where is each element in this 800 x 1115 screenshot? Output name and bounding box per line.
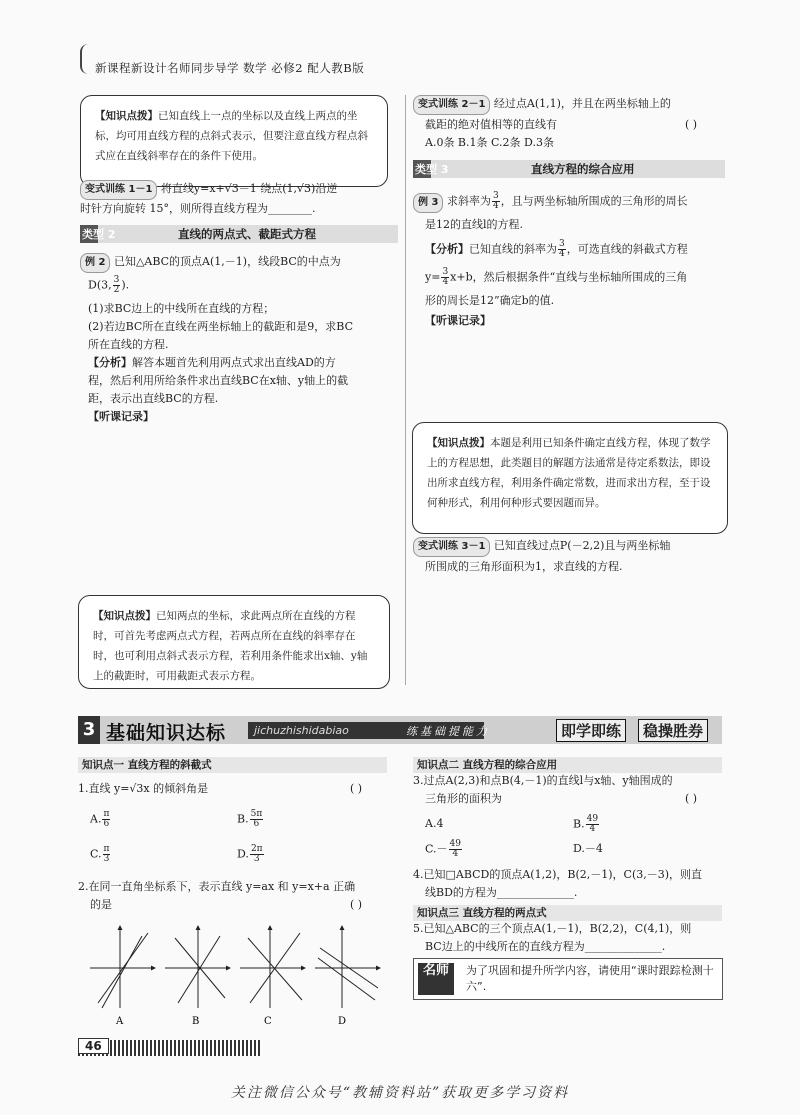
example-2-analysis3: 距，表示出直线BC的方程. [88,392,219,405]
answer-paren: ( ) [685,792,698,805]
exercise-2-1-line2: 截距的绝对值相等的直线有 [425,118,557,131]
fraction: $\frac{3}{2}$ [113,275,120,295]
graph-label-d: D [338,1016,347,1027]
exercise-1-1-line1: 变式训练 1－1 将直线y=x+√3－1 绕点(1,√3)沿逆 [80,180,337,200]
exercise-3-1-tag: 变式训练 3－1 [413,537,490,557]
exercise-3-1-line2: 所围成的三角形面积为1，求直线的方程. [425,560,623,573]
teacher-badge: 名师 [418,963,454,995]
example-3-analysis1: 【分析】已知直线的斜率为 $\frac{3}{4}$ ，可选直线的斜截式方程 [425,239,688,259]
banner-slogan: 练基础提能力 [406,725,490,738]
example-2-q1: (1)求BC边上的中线所在直线的方程； [88,302,275,315]
type-3-bar: 类型 3 直线方程的综合应用 [413,160,725,178]
type-2-title: 直线的两点式、截距式方程 [178,227,316,241]
q3-option-a: A.4 [425,817,444,830]
q3-option-d: D.－4 [573,842,603,855]
example-2-tag: 例 2 [80,253,110,273]
question-2-line2: 的是 [90,898,112,911]
question-5-line2: BC边上的中线所在的直线方程为______________. [425,940,666,953]
teacher-tip-box [413,958,723,1000]
type-3-title: 直线方程的综合应用 [531,162,635,176]
knowledge-point-3: 知识点三 直线方程的两点式 [413,905,722,921]
graph-label-b: B [192,1016,200,1027]
graph-c [240,926,305,1008]
example-3-analysis2: y= $\frac{3}{4}$ x+b，然后根据条件“直线与坐标轴所围成的三角 [425,267,688,287]
q1-option-a: A. $\frac{\pi}{6}$ [90,809,110,829]
example-3-tag: 例 3 [413,193,443,213]
example-2-analysis1: 【分析】解答本题首先利用两点式求出直线AD的方 [88,356,336,369]
exercise-1-1-tag: 变式训练 1－1 [80,180,157,200]
banner-number: 3 [78,716,100,744]
section-banner [78,716,722,744]
question-4-line1: 4.已知□ABCD的顶点A(1,2)，B(2,－1)，C(3,－3)，则直 [413,868,703,881]
page-number: 46 [78,1038,109,1054]
teacher-tip-text: 为了巩固和提升所学内容，请使用“课时跟踪检测十六”. [466,964,714,993]
q2-graphs [80,918,390,1028]
banner-tag-2: 稳操胜券 [638,719,708,742]
example-2-line1: 例 2 已知△ABC的顶点A(1,－1)，线段BC的中点为 [80,253,341,273]
q1-option-d: D. $\frac{2\pi}{3}$ [237,844,263,864]
banner-title: 基础知识达标 [106,722,227,744]
example-2-notes: 【听课记录】 [88,410,154,423]
tip-box-3: 【知识点拨】本题是利用已知条件确定直线方程，体现了数学上的方程思想，此类题目的解题方法通常是待定系数法，即设出所求直线方程，利用条件确定常数，进而求出方程，至于设何种形式，利用何种形式要因题而异。 [412,422,728,534]
example-3-line2: 是12的直线l的方程. [425,218,524,231]
column-divider [405,95,406,685]
tip-box-1: 【知识点拨】已知直线上一点的坐标以及直线上两点的坐标，均可用直线方程的点斜式表示，但要注意直线方程点斜式应在直线斜率存在的条件下使用。 [80,95,388,187]
knowledge-point-2: 知识点二 直线方程的综合应用 [413,757,722,773]
exercise-1-1-line2: 时针方向旋转 15°，则所得直线方程为________. [80,202,316,215]
graph-a [90,926,155,1008]
exercise-2-1-line1: 变式训练 2－1 经过点A(1,1)，并且在两坐标轴上的 [413,95,671,115]
example-2-q2b: 所在直线的方程. [88,338,169,351]
q1-option-b: B. $\frac{5\pi}{6}$ [237,809,263,829]
type-2-bar: 类型 2 直线的两点式、截距式方程 [80,225,398,243]
question-5-line1: 5.已知△ABC的三个顶点A(1,－1)，B(2,2)，C(4,1)，则 [413,922,692,935]
graph-label-a: A [116,1016,124,1027]
footer-watermark: 关注微信公众号“教辅资料站”获取更多学习资料 [230,1085,570,1101]
q3-option-c: C.－ $\frac{49}{4}$ [425,839,461,859]
answer-paren: ( ) [350,782,363,795]
banner-pinyin: jichuzhishidabiao [248,722,484,739]
question-1-stem: 1.直线 y=√3x 的倾斜角是 [78,782,209,795]
banner-tag-1: 即学即练 [556,719,626,742]
graph-b [165,926,230,1008]
example-2-line2: D(3, $\frac{3}{2}$ ). [88,275,130,295]
tip-box-2: 【知识点拨】已知两点的坐标，求此两点所在直线的方程时，可首先考虑两点式方程，若两点所在直线的斜率存在时，也可利用点斜式表示方程，若利用条件能求出x轴、y轴上的截距时，可用截距式表示方程。 [78,595,390,689]
question-3-line2: 三角形的面积为 [425,792,502,805]
example-3-notes: 【听课记录】 [425,314,491,327]
exercise-2-1-tag: 变式训练 2－1 [413,95,490,115]
answer-paren: ( ) [685,118,698,131]
example-3-analysis3: 形的周长是12”确定b的值. [425,294,555,307]
header-bracket [80,44,90,74]
q3-option-b: B. $\frac{49}{4}$ [573,814,599,834]
graph-d [315,926,380,1008]
example-2-analysis2: 程，然后利用所给条件求出直线BC在x轴、y轴上的截 [88,374,349,387]
example-2-q2a: (2)若边BC所在直线在两坐标轴上的截距和是9，求BC [88,320,353,333]
knowledge-point-1: 知识点一 直线方程的斜截式 [78,757,387,773]
exercise-3-1-line1: 变式训练 3－1 已知直线过点P(－2,2)且与两坐标轴 [413,537,670,557]
page-header: 新课程新设计名师同步导学 数学 必修2 配人教B版 [95,61,365,75]
question-2-line1: 2.在同一直角坐标系下，表示直线 y=ax 和 y=x+a 正确 [78,880,356,893]
question-3-line1: 3.过点A(2,3)和点B(4,－1)的直线l与x轴、y轴围成的 [413,774,673,787]
exercise-2-1-options: A.0条 B.1条 C.2条 D.3条 [425,136,554,149]
q1-option-c: C. $\frac{\pi}{3}$ [90,844,110,864]
question-4-line2: 线BD的方程为______________. [425,886,578,899]
answer-paren: ( ) [350,898,363,911]
graph-label-c: C [264,1016,272,1027]
example-3-line1: 例 3 求斜率为 $\frac{3}{4}$ ，且与两坐标轴所围成的三角形的周长 [413,192,688,213]
